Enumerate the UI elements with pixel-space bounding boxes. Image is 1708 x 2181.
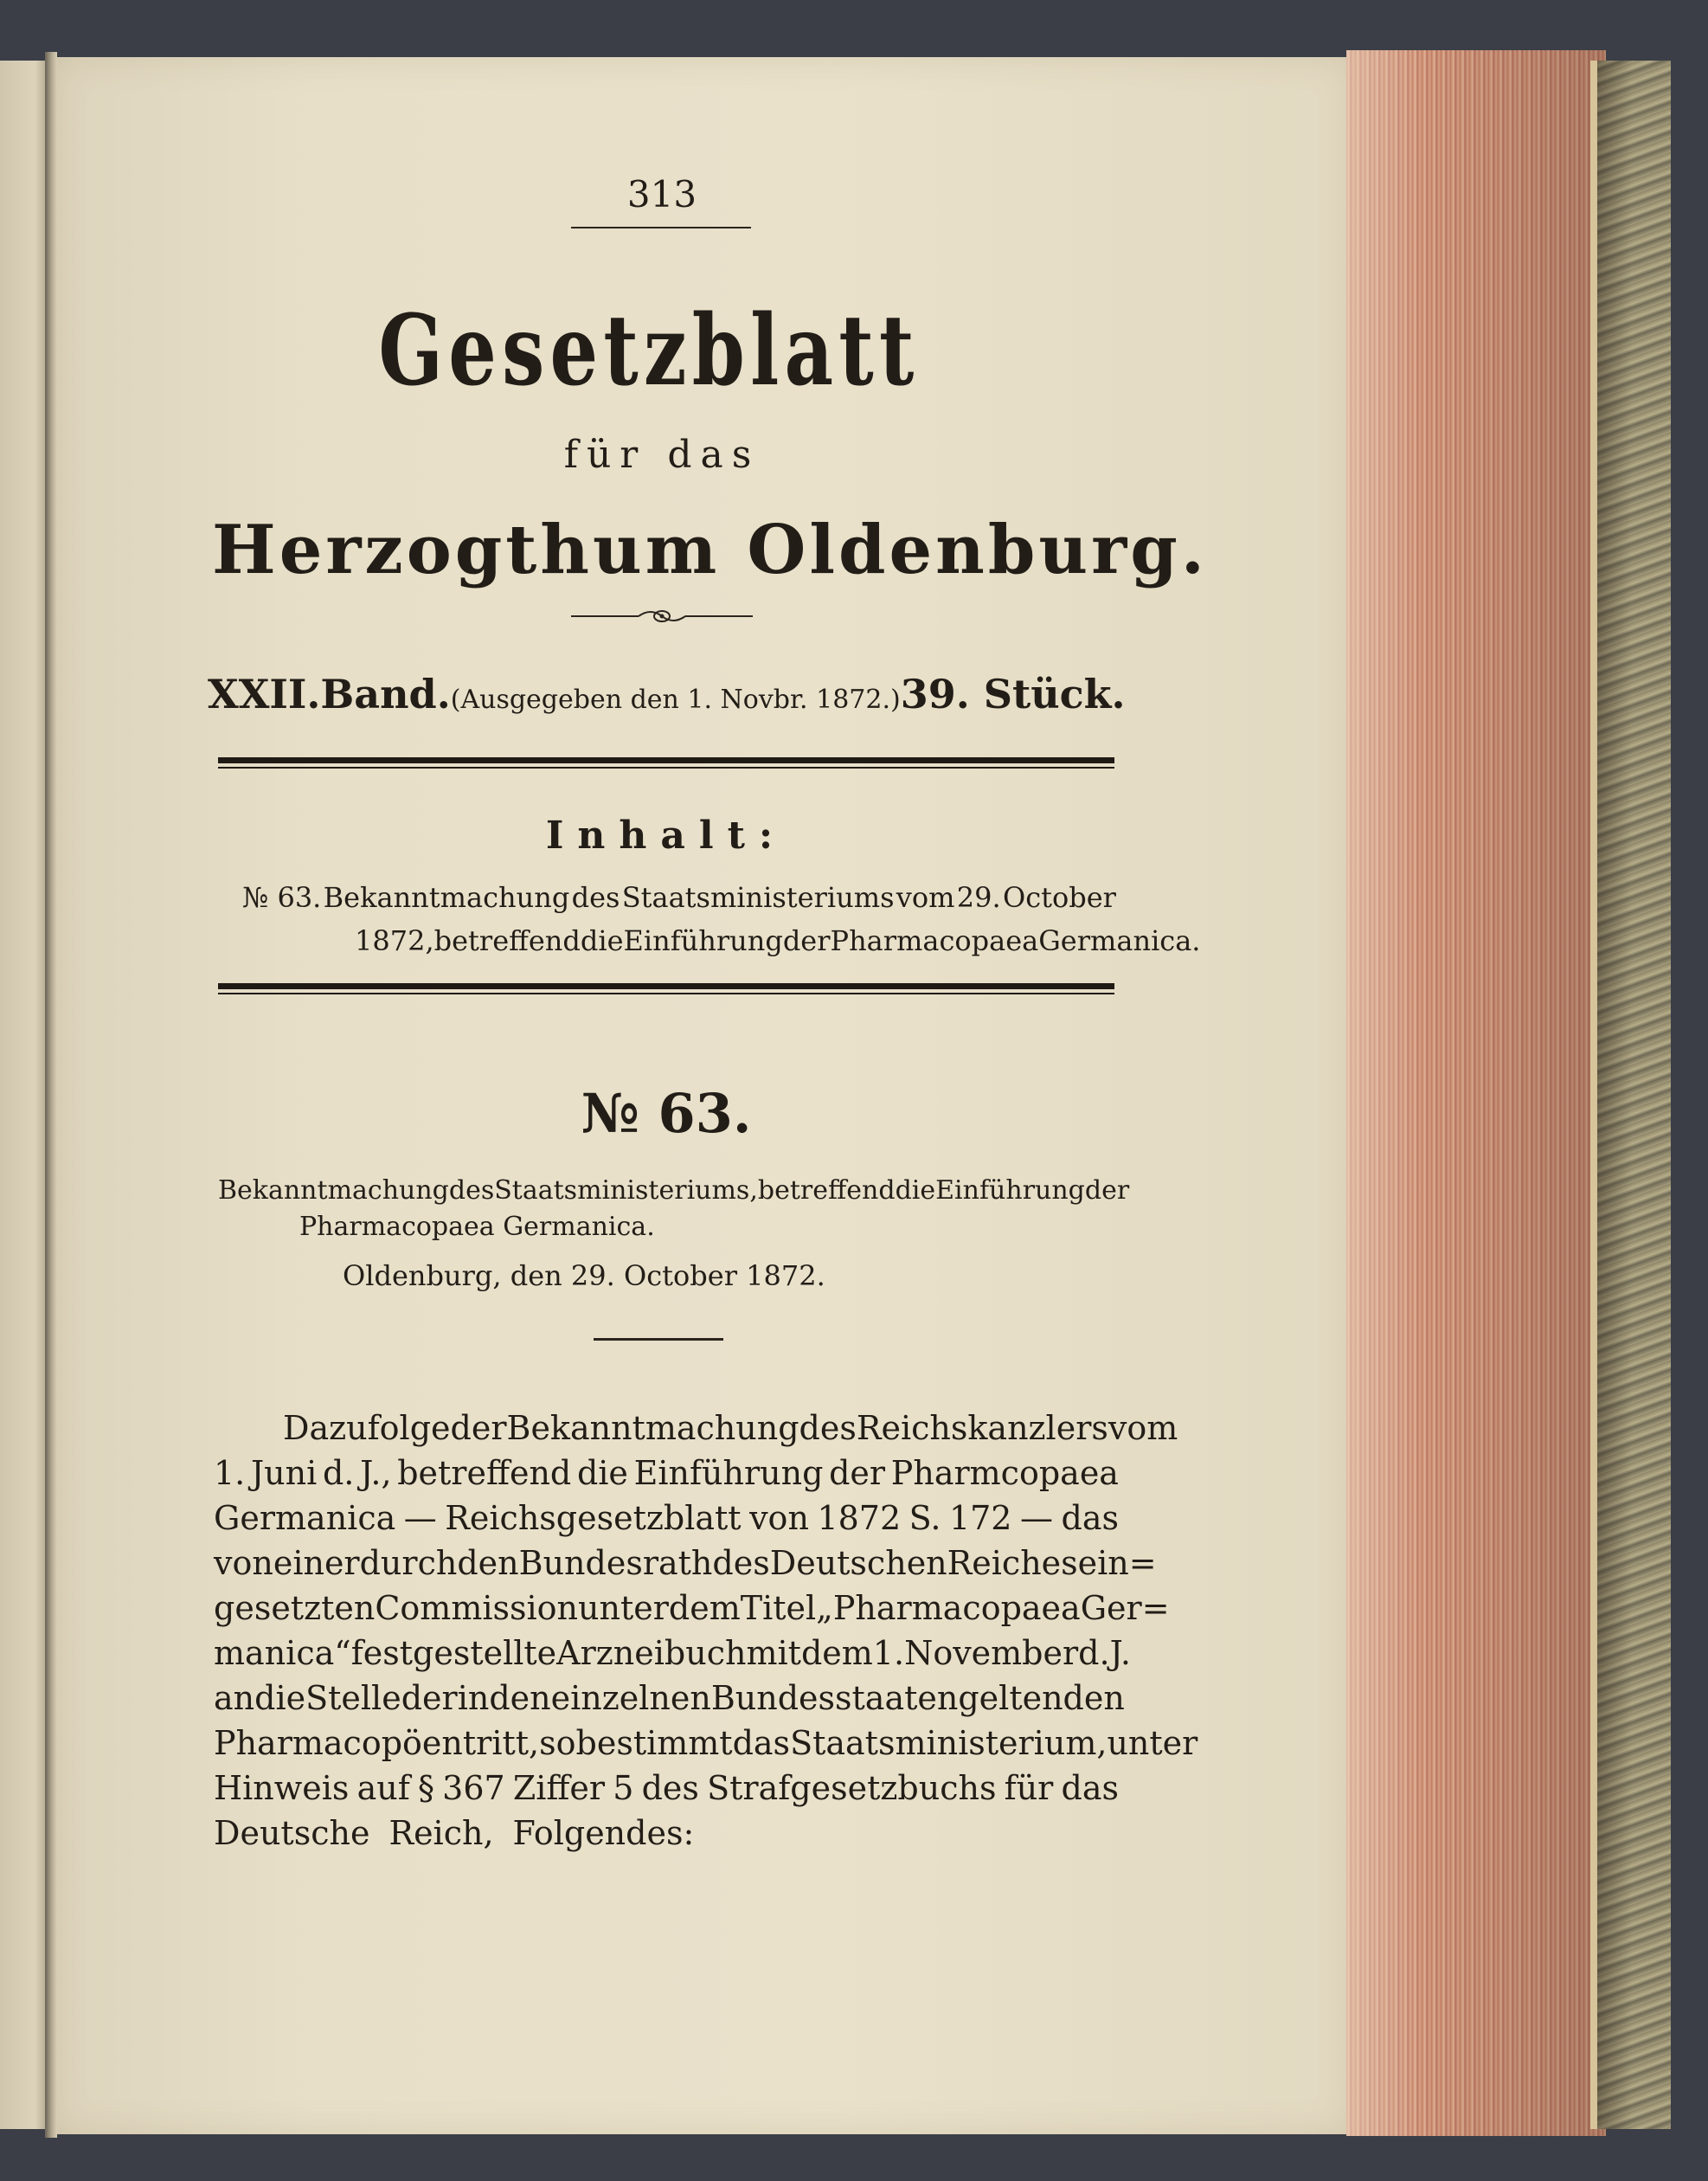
word: 1.	[872, 1634, 905, 1672]
word: dem	[800, 1634, 873, 1672]
word: den	[457, 1544, 519, 1582]
word: betreffend	[397, 1454, 572, 1492]
word: Deutschen	[769, 1544, 947, 1582]
toc-entry-line-1	[242, 881, 1116, 914]
double-rule-bottom	[218, 983, 1114, 994]
word: 1872,	[355, 924, 434, 957]
word: Bekanntmachung	[506, 1409, 799, 1447]
word: —	[403, 1499, 437, 1537]
body-line	[214, 1769, 1119, 1807]
word: Germanica	[214, 1499, 396, 1537]
word: Bundesrath	[518, 1544, 713, 1582]
word: J.,	[360, 1454, 392, 1492]
word: Hinweis	[214, 1769, 350, 1807]
page-number-rule	[571, 227, 751, 228]
word: Stelle	[305, 1679, 401, 1717]
word: das	[1061, 1769, 1119, 1807]
toc-entry-line-2	[355, 924, 1201, 957]
volume-label: XXII.Band.	[208, 671, 451, 717]
word: Pharmacopöen	[214, 1724, 463, 1762]
word: so	[539, 1724, 576, 1762]
word: October	[1002, 881, 1116, 914]
body-line	[214, 1679, 1125, 1717]
word: Germanica.	[1038, 924, 1201, 957]
word: die	[580, 924, 624, 957]
word: der	[782, 924, 831, 957]
word: betreffend	[757, 1175, 896, 1206]
word: № 63.	[242, 881, 322, 914]
word: d.	[1078, 1634, 1110, 1672]
word: Titel	[740, 1589, 817, 1627]
word: auf	[356, 1769, 410, 1807]
double-rule-top	[218, 757, 1114, 769]
word: unter	[578, 1589, 669, 1627]
word: Strafgesetzbuchs	[707, 1769, 997, 1807]
issue-piece: 39. Stück.	[900, 671, 1126, 717]
word: Einführung	[935, 1175, 1085, 1206]
word: 29.	[956, 881, 1001, 914]
word: dem	[668, 1589, 741, 1627]
word: —	[1020, 1499, 1053, 1537]
word: von	[749, 1499, 809, 1537]
word: Ziffer	[512, 1769, 606, 1807]
decree-title-line-2: Pharmacopaea Germanica.	[299, 1212, 655, 1242]
word: für	[1004, 1769, 1054, 1807]
word: Staatsministeriums	[621, 881, 895, 914]
word: 172	[948, 1499, 1012, 1537]
word: des	[799, 1409, 857, 1447]
contents-heading: Inhalt:	[545, 814, 787, 858]
word: der	[829, 1454, 886, 1492]
word: manica“	[214, 1634, 351, 1672]
word: der	[401, 1679, 458, 1717]
section-rule	[594, 1338, 723, 1341]
word: an	[214, 1679, 255, 1717]
ordinance-number: № 63.	[581, 1082, 752, 1145]
ornament-divider	[571, 606, 753, 627]
word: festgestellte	[350, 1634, 557, 1672]
word: ein=	[1077, 1544, 1157, 1582]
word: Bekanntmachung	[218, 1175, 449, 1206]
word: 367	[442, 1769, 505, 1807]
word: Ger=	[1080, 1589, 1170, 1627]
word: Folgendes:	[512, 1814, 695, 1852]
body-line	[214, 1409, 1178, 1447]
word: der	[1084, 1175, 1130, 1206]
word: des	[641, 1769, 699, 1807]
body-line	[214, 1454, 1119, 1492]
decree-place-date: Oldenburg, den 29. October 1872.	[343, 1259, 825, 1292]
word: einzelnen	[550, 1679, 711, 1717]
word: in	[457, 1679, 490, 1717]
word: unter	[1107, 1724, 1198, 1762]
body-line	[214, 1814, 1119, 1852]
word: Einführung	[623, 924, 783, 957]
word: Commission	[375, 1589, 579, 1627]
word: Staatsministeriums,	[494, 1175, 758, 1206]
decree-title-line-1	[218, 1175, 1130, 1206]
volume-line	[208, 671, 1125, 717]
word: des	[448, 1175, 495, 1206]
word: das	[732, 1724, 791, 1762]
word: J.	[1109, 1634, 1131, 1672]
word: des	[571, 881, 620, 914]
body-line	[214, 1589, 1170, 1627]
masthead-subtitle: für das	[563, 433, 761, 477]
word: der	[450, 1409, 507, 1447]
issue-date: (Ausgegeben den 1. Novbr. 1872.)	[450, 685, 901, 715]
body-line	[214, 1634, 1131, 1672]
word: zufolge	[329, 1409, 451, 1447]
word: Bekanntmachung	[323, 881, 570, 914]
masthead-duchy: Herzogthum Oldenburg.	[212, 511, 1208, 589]
word: Deutsche	[214, 1814, 370, 1852]
book-gutter	[45, 52, 57, 2138]
word: den	[489, 1679, 551, 1717]
word: Reiches	[947, 1544, 1078, 1582]
word: die	[895, 1175, 936, 1206]
word: einer	[273, 1544, 360, 1582]
word: gesetzten	[214, 1589, 376, 1627]
word: November	[904, 1634, 1079, 1672]
left-page-edge	[0, 61, 50, 2129]
word: vom	[896, 881, 955, 914]
word: das	[1061, 1499, 1119, 1537]
masthead-title: Gesetzblatt	[378, 294, 920, 408]
word: des	[712, 1544, 770, 1582]
word: S.	[909, 1499, 941, 1537]
body-line	[214, 1499, 1119, 1537]
word: Reichskanzlers	[856, 1409, 1108, 1447]
body-line	[214, 1544, 1157, 1582]
word: Staatsministerium,	[790, 1724, 1108, 1762]
word: von	[214, 1544, 273, 1582]
word: geltenden	[958, 1679, 1125, 1717]
word: die	[576, 1454, 628, 1492]
word: Da	[283, 1409, 330, 1447]
word: 1.	[214, 1454, 246, 1492]
word: durch	[359, 1544, 458, 1582]
word: 1872	[817, 1499, 902, 1537]
word: Pharmcopaea	[890, 1454, 1119, 1492]
word: Reich,	[388, 1814, 494, 1852]
word: tritt,	[462, 1724, 540, 1762]
word: mit	[746, 1634, 801, 1672]
word: „Pharmacopaea	[816, 1589, 1081, 1627]
word: die	[254, 1679, 306, 1717]
word: Arzneibuch	[556, 1634, 747, 1672]
word: vom	[1108, 1409, 1178, 1447]
word: Juni	[250, 1454, 318, 1492]
word: Einführung	[633, 1454, 824, 1492]
word: 5	[613, 1769, 634, 1807]
word: d.	[322, 1454, 355, 1492]
word: bestimmt	[575, 1724, 733, 1762]
word: Pharmacopaea	[830, 924, 1039, 957]
body-line	[214, 1724, 1198, 1762]
page-number: 313	[626, 173, 697, 216]
word: §	[417, 1769, 434, 1807]
word: Bundesstaaten	[710, 1679, 959, 1717]
word: betreffend	[433, 924, 581, 957]
word: Reichsgesetzblatt	[445, 1499, 742, 1537]
